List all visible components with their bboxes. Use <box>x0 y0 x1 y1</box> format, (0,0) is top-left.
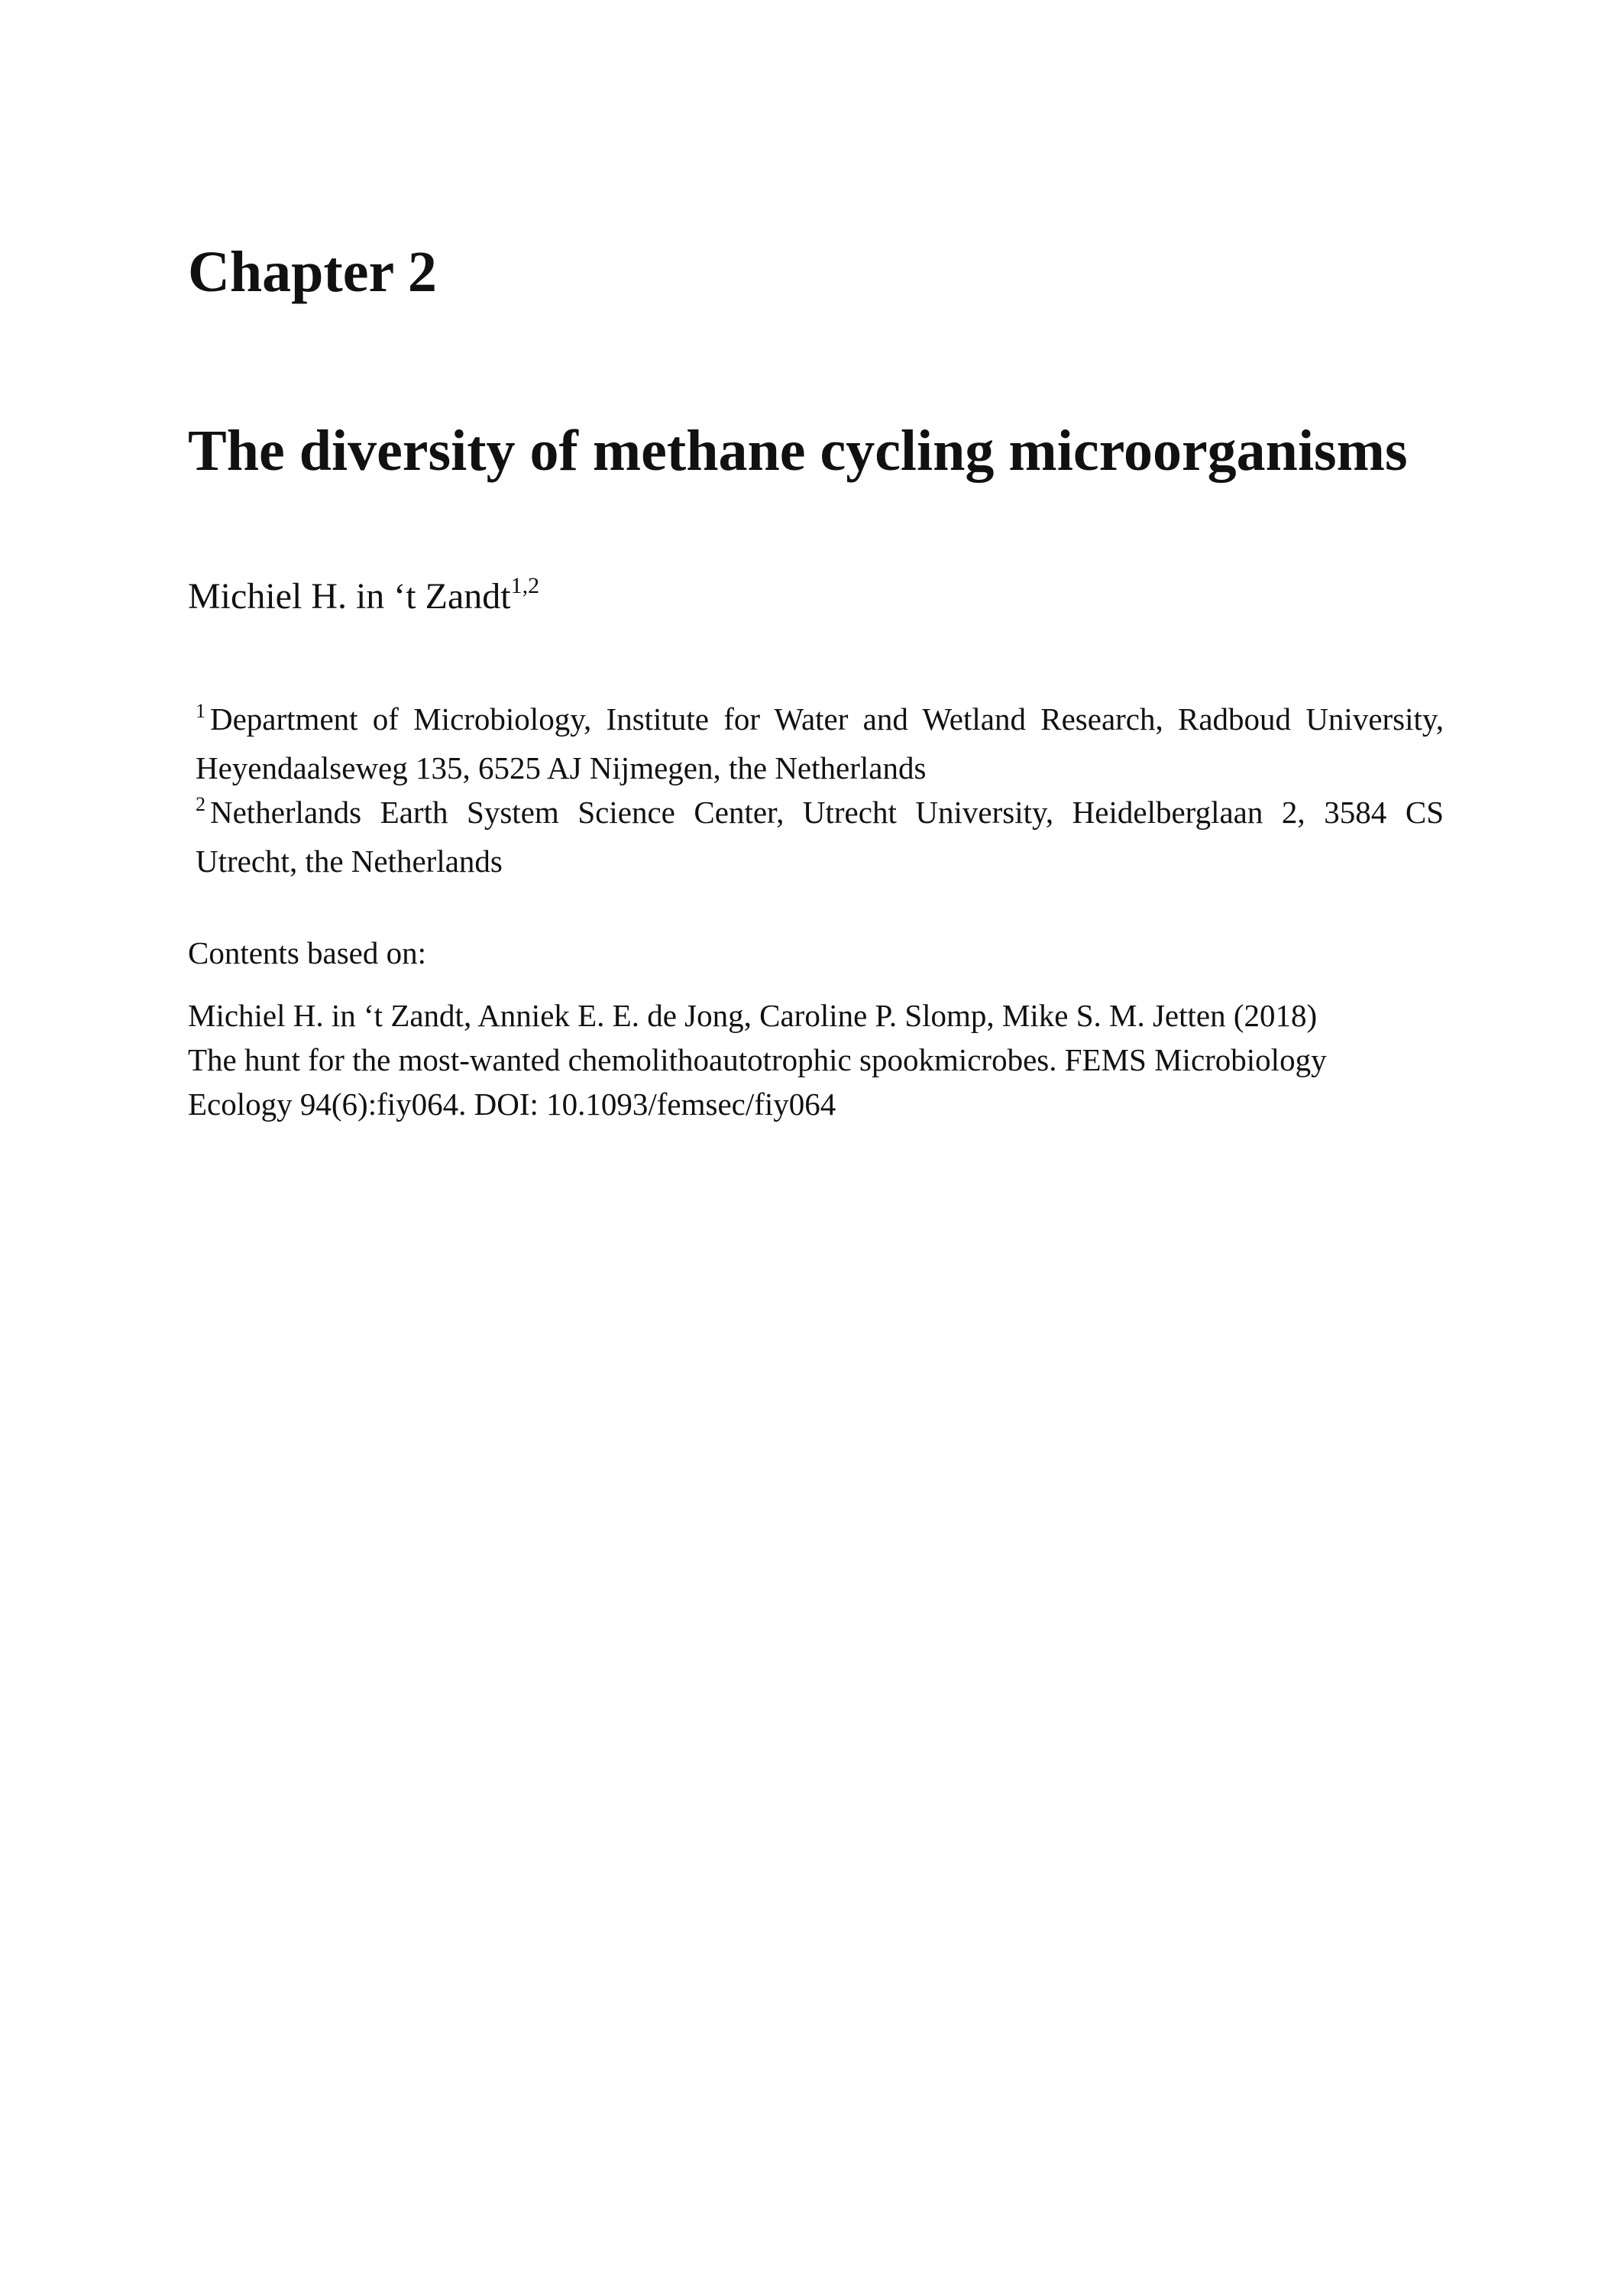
chapter-title: The diversity of methane cycling microorganisms <box>188 419 1408 483</box>
author-affiliation-markers: 1,2 <box>510 573 540 598</box>
affiliation-marker: 1 <box>196 700 205 722</box>
affiliations-block <box>196 697 1444 883</box>
affiliation-marker: 2 <box>196 793 205 815</box>
source-citation <box>188 993 1487 1126</box>
citation-line: Ecology 94(6):fiy064. DOI: 10.1093/femsec/fiy064 <box>188 1087 836 1122</box>
affiliation-2 <box>196 790 1444 883</box>
author-line <box>188 575 539 619</box>
citation-line: The hunt for the most-wanted chemolithoautotrophic spookmicrobes. FEMS Microbiology <box>188 1042 1327 1077</box>
affiliation-text: Department of Microbiology, Institute for Water and Wetland Research, Radboud University, Heyendaalseweg 135, 6525 AJ Nijmegen, the Netherlands <box>196 701 1444 785</box>
author-name: Michiel H. in ‘t Zandt <box>188 576 511 617</box>
affiliation-1 <box>196 697 1444 790</box>
chapter-label: Chapter 2 <box>188 240 437 304</box>
affiliation-text: Netherlands Earth System Science Center, Utrecht University, Heidelberglaan 2, 3584 CS Utrecht, the Netherlands <box>196 795 1444 879</box>
contents-based-on-label: Contents based on: <box>188 935 427 970</box>
citation-line: Michiel H. in ‘t Zandt, Anniek E. E. de Jong, Caroline P. Slomp, Mike S. M. Jetten (2018) <box>188 998 1318 1033</box>
